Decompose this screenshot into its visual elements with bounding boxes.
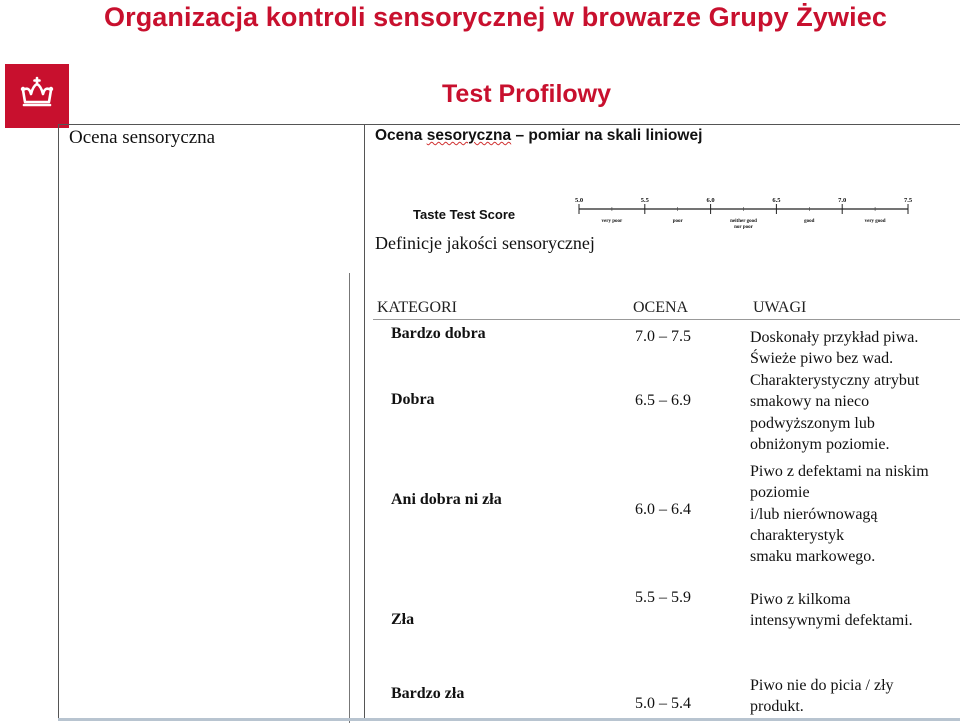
- logo: [5, 64, 69, 128]
- document-bottom-edge: [58, 718, 960, 721]
- scale-segment-label: nor poor: [734, 225, 753, 230]
- scale-tick-label: 5.5: [640, 197, 649, 204]
- note-line: poziomie: [750, 484, 810, 502]
- table-header-score: OCENA: [633, 299, 689, 316]
- row-category: Dobra: [391, 391, 435, 408]
- table-header-category: KATEGORI: [377, 299, 457, 316]
- row-category: Ani dobra ni zła: [391, 491, 502, 508]
- row-notes: [750, 327, 918, 370]
- row-score: 5.0 – 5.4: [635, 695, 691, 712]
- note-line: obniżonym poziomie.: [750, 435, 890, 453]
- row-score: 5.5 – 5.9: [635, 589, 691, 606]
- note-line: intensywnymi defektami.: [750, 612, 913, 630]
- scale-segment-label: poor: [672, 219, 683, 224]
- document-left-column: [58, 124, 365, 720]
- scale-tick-label: 7.0: [838, 197, 847, 204]
- document-right-column: [364, 124, 960, 720]
- row-score: 7.0 – 7.5: [635, 328, 691, 345]
- heading-part-1: Ocena: [375, 127, 427, 144]
- note-line: Piwo nie do picia / zły: [750, 677, 894, 694]
- row-notes: [750, 589, 913, 632]
- definitions-heading: Definicje jakości sensorycznej: [375, 233, 595, 253]
- note-line: Piwo z kilkoma: [750, 591, 851, 608]
- row-score: 6.5 – 6.9: [635, 392, 691, 409]
- scale-segment-label: very good: [864, 219, 886, 224]
- heading-part-2: sesoryczna: [426, 127, 512, 144]
- note-line: smaku markowego.: [750, 548, 876, 566]
- row-category: Bardzo zła: [391, 685, 465, 702]
- note-line: Piwo z defektami na niskim: [750, 463, 929, 480]
- taste-test-label: Taste Test Score: [413, 207, 516, 222]
- scale-segment-label: neither good: [730, 219, 757, 224]
- scale-tick-label: 5.0: [574, 197, 584, 204]
- scale-tick-label: 6.5: [772, 197, 781, 204]
- scale-tick-label: 6.0: [706, 197, 715, 204]
- scanned-document: [58, 124, 960, 720]
- note-line: Doskonały przykład piwa.: [750, 329, 919, 346]
- row-notes: [750, 370, 919, 455]
- note-line: i/lub nierównowagą: [750, 505, 878, 523]
- row-category: Bardzo dobra: [391, 325, 486, 342]
- slide-title: Organizacja kontroli sensorycznej w browarze Grupy Żywiec: [104, 2, 887, 32]
- heading-part-3: – pomiar na skali liniowej: [511, 127, 703, 144]
- note-line: podwyższonym lub: [750, 414, 875, 432]
- row-notes: [750, 461, 929, 567]
- note-line: Charakterystyczny atrybut: [750, 372, 920, 389]
- row-notes: [750, 675, 894, 718]
- left-column-heading: Ocena sensoryczna: [69, 127, 216, 148]
- taste-test-scale: [575, 195, 915, 239]
- scale-graphic: [575, 195, 915, 239]
- note-line: produkt.: [750, 698, 804, 716]
- scale-tick-label: 7.5: [903, 197, 913, 204]
- table-header-divider: [373, 319, 960, 320]
- scale-segment-label: good: [804, 219, 815, 224]
- slide-subtitle: Test Profilowy: [442, 80, 612, 108]
- table-header-notes: UWAGI: [753, 299, 807, 316]
- right-column-heading: [375, 127, 702, 145]
- crown-icon: [5, 64, 69, 128]
- note-line: Świeże piwo bez wad.: [750, 350, 894, 368]
- row-score: 6.0 – 6.4: [635, 501, 691, 518]
- note-line: charakterystyk: [750, 526, 845, 544]
- note-line: smakowy na nieco: [750, 393, 870, 411]
- row-category: Zła: [391, 611, 415, 628]
- scale-segment-label: very poor: [601, 219, 623, 224]
